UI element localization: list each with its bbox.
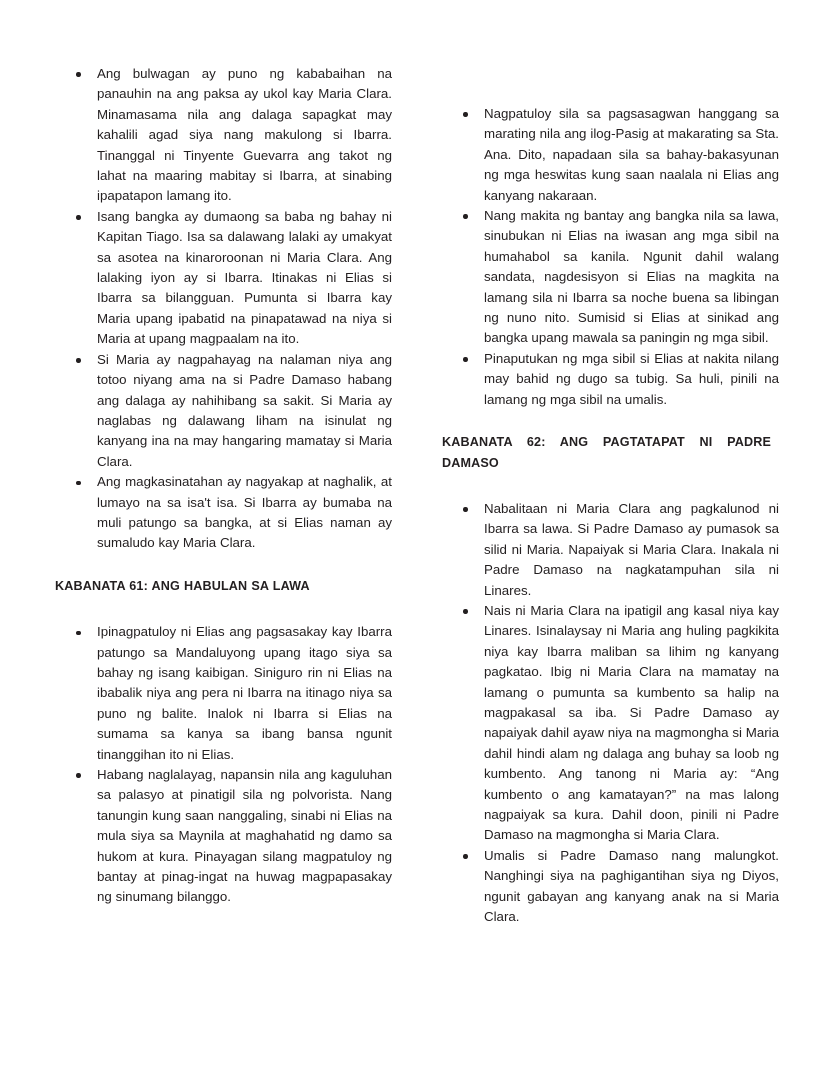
bullet-point-icon — [76, 72, 81, 77]
list-item-text: Ang magkasinatahan ay nagyakap at naghalik, at lumayo na sa isa't isa. Si Ibarra ay bumaba na muli patungo sa bangka, at si Elias naman ay sumaludo kay Maria Clara. — [97, 474, 392, 551]
list-item-text: Ang bulwagan ay puno ng kababaihan na panauhin na ang paksa ay ukol kay Maria Clara. Minamasama nila ang dalaga sapagkat may kahalili agad siya nang makulong si Ibarra. Tinanggal ni Tinyente Guevarra ang takot ng lahat na maaring mabitay si Ibarra, at sinabing ipapatapon lamang ito. — [97, 66, 392, 204]
kabanata-61-continued-bullet-list — [434, 104, 779, 410]
list-item — [434, 601, 779, 846]
list-item — [434, 104, 779, 206]
bullet-point-icon — [76, 773, 81, 778]
list-item-text: Nais ni Maria Clara na ipatigil ang kasal niya kay Linares. Isinalaysay ni Maria ang huling pagkikita niya kay Ibarra maliban sa lihim ng kanyang pagkatao. Ibig ni Maria Clara na mamatay na lamang o pumunta sa kumbento sa halip na magpakasal sa iba. Si Padre Damaso ay napaiyak dahil ayaw niya na magmongha si Maria dahil hindi alam ng dalaga ang buhay sa loob ng kumbento. Ang tanong ni Maria ay: “Ang kumbento o ang kamatayan?” na mas lalong nagpaiyak sa kura. Dahil doon, pinili ni Padre Damaso na magmongha si Maria Clara. — [484, 602, 779, 843]
heading-bottom-spacer — [47, 596, 392, 622]
list-item-text: Si Maria ay nagpahayag na nalaman niya ang totoo niyang ama na si Padre Damaso habang ang dalaga ay nahihibang sa sakit. Si Maria ay naglabas ng dalawang liham na isinulat ng kanyang ina na may hangaring mamatay si Maria Clara. — [97, 351, 392, 469]
bullet-point-icon — [76, 215, 81, 220]
bullet-point-icon — [76, 631, 81, 636]
list-item — [47, 64, 392, 207]
list-item-text: Umalis si Padre Damaso nang malungkot. Nanghingi siya na paghigantihan siya ng Diyos, ngunit gabayan ang kanyang anak na si Maria Clara. — [484, 847, 779, 925]
list-item — [434, 499, 779, 601]
bullet-point-icon — [463, 112, 468, 117]
list-item — [47, 207, 392, 350]
left-intro-bullet-list — [47, 64, 392, 554]
right-column — [434, 0, 779, 927]
bullet-point-icon — [463, 357, 468, 362]
list-item — [434, 349, 779, 410]
list-item — [434, 846, 779, 928]
bullet-point-icon — [463, 854, 468, 859]
right-column-top-spacer — [434, 0, 779, 104]
list-item-text: Isang bangka ay dumaong sa baba ng bahay ni Kapitan Tiago. Isa sa dalawang lalaki ay umakyat sa asotea na kinaroroonan ni Maria Clara. Ang lalaking iyon ay si Ibarra. Itinakas ni Elias si Ibarra sa bilangguan. Pumunta si Ibarra kay Maria upang ipabatid na pinapatawad na niya si Maria at upang magpaalam na ito. — [97, 208, 392, 347]
list-item-text: Pinaputukan ng mga sibil si Elias at nakita nilang may bahid ng dugo sa tubig. Sa huli, pinili na lamang ng mga sibil na umalis. — [484, 350, 779, 407]
heading-top-spacer — [434, 410, 779, 432]
heading-bottom-spacer — [434, 473, 779, 499]
list-item — [434, 206, 779, 349]
bullet-point-icon — [463, 507, 468, 512]
bullet-point-icon — [463, 214, 468, 219]
heading-top-spacer — [47, 554, 392, 576]
kabanata-61-bullet-list — [47, 622, 392, 908]
section-heading-kabanata-62: KABANATA 62: ANG PAGTATAPAT NI PADRE DAMASO — [442, 435, 771, 470]
bullet-point-icon — [76, 481, 81, 486]
list-item — [47, 350, 392, 472]
list-item — [47, 622, 392, 765]
kabanata-62-bullet-list — [434, 499, 779, 928]
list-item — [47, 765, 392, 908]
list-item-text: Nang makita ng bantay ang bangka nila sa lawa, sinubukan ni Elias na iwasan ang mga sibil na humahabol sa kanila. Ngunit dahil walang sandata, nagdesisyon si Elias na magkita na lamang sila ni Ibarra sa noche buena sa libingan ng nuno nito. Sumisid si Elias at sinikad ang bangka upang mawala sa paningin ng mga sibil. — [484, 208, 779, 346]
left-column-top-spacer — [47, 0, 392, 64]
bullet-point-icon — [463, 609, 468, 614]
list-item-text: Ipinagpatuloy ni Elias ang pagsasakay kay Ibarra patungo sa Mandaluyong upang itago siya sa bahay ng isang kaibigan. Siniguro rin ni Elias na ibabalik niya ang pera ni Ibarra na itinago niya sa puno ng balite. Inalok ni Ibarra si Elias na sumama sa kanya sa ibang bansa ngunit tinanggihan ito ni Elias. — [97, 624, 392, 762]
left-column — [47, 0, 392, 908]
section-heading-kabanata-61: KABANATA 61: ANG HABULAN SA LAWA — [55, 578, 310, 593]
list-item-text: Habang naglalayag, napansin nila ang kaguluhan sa palasyo at pinatigil sila ng polvorista. Nang tanungin kung saan nanggaling, sinabi ni Elias na mula siya sa Maynila at maghahatid ng damo sa hukom at kura. Pinayagan silang magpatuloy ng bantay at pinag-ingat na huwag magpapasakay ng sinumang bilanggo. — [97, 767, 392, 905]
list-item — [47, 472, 392, 554]
list-item-text: Nagpatuloy sila sa pagsasagwan hanggang sa marating nila ang ilog-Pasig at makarating sa Sta. Ana. Dito, napadaan sila sa bahay-bakasyunan ng mga heswitas kung saan naalala ni Elias ang kanyang nakaraan. — [484, 106, 779, 203]
list-item-text: Nabalitaan ni Maria Clara ang pagkalunod ni Ibarra sa lawa. Si Padre Damaso ay pumasok sa silid ni Maria. Napaiyak si Maria Clara. Inakala ni Padre Damaso na nagkatampuhan sila ni Linares. — [484, 500, 779, 598]
bullet-point-icon — [76, 358, 81, 363]
